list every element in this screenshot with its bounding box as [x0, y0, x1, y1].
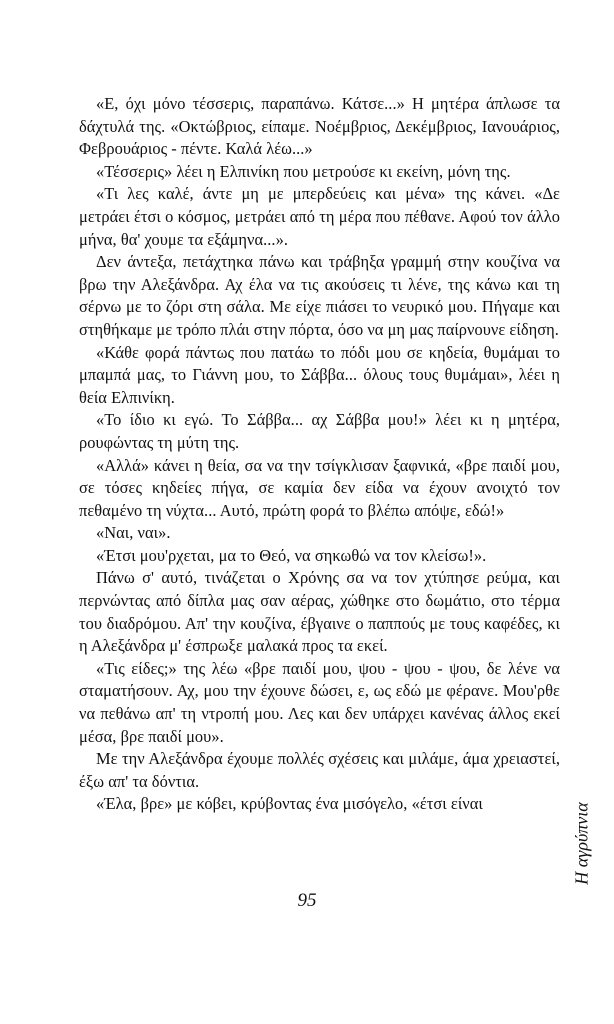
paragraph: «Έλα, βρε» με κόβει, κρύβοντας ένα μισόγελο, «έτσι είναι [96, 794, 483, 814]
paragraph: «Τέσσερις» λέει η Ελπινίκη που μετρούσε κι εκείνη, μόνη της. [96, 161, 511, 181]
paragraph: Πάνω σ' αυτό, τινάζεται ο Χρόνης σα να τον χτύπησε ρεύμα, και περνώντας από δίπλα μας σαν αέρας, χώθηκε στο δωμάτιο, στο τέρμα του διαδρόμου. Απ' την κουζίνα, έβγαινε ο παππούς με τους καφέδες, κι η Αλεξάνδρα μ' έσπρωξε μαλακά προς τα εκεί. [79, 568, 560, 656]
body-text [79, 93, 560, 816]
running-head [572, 798, 592, 888]
paragraph: «Ναι, ναι». [96, 523, 171, 543]
paragraph: «Κάθε φορά πάντως που πατάω το πόδι μου σε κηδεία, θυμάμαι το μπαμπά μας, το Γιάννη μου, το Σάββα... όλους τους θυμάμαι», λέει η θεία Ελπινίκη. [79, 342, 560, 407]
page-number: 95 [297, 890, 317, 911]
paragraph: Δεν άντεξα, πετάχτηκα πάνω και τράβηξα γραμμή στην κουζίνα να βρω την Αλεξάνδρα. Αχ έλα να τις ακούσεις τι λένε, της κάνω και τη σέρνω με το ζόρι στη σάλα. Με είχε πιάσει το νευρικό μου. Πήγαμε και στηθήκαμε με τρόπο πλάι στην πόρτα, όσο να μη μας παίρνουνε είδηση. [79, 252, 560, 339]
paragraph: «Αλλά» κάνει η θεία, σα να την τσίγκλισαν ξαφνικά, «βρε παιδί μου, σε τόσες κηδείες πήγα, σε καμία δεν είδα να έχουν ανοιχτό τον πεθαμένο τη νύχτα... Αυτό, πρώτη φορά το βλέπω απόψε, εδώ!» [79, 455, 560, 520]
paragraph: «Τις είδες;» της λέω «βρε παιδί μου, ψου - ψου - ψου, δε λένε να σταματήσουν. Αχ, μου την έχουνε δώσει, ε, ως εδώ με φέρανε. Μου'ρθε να πεθάνω απ' τη ντροπή μου. Λες και δεν υπάρχει κανένας άλλος εκεί μέσα, βρε παιδί μου». [79, 658, 560, 746]
paragraph: «Τι λες καλέ, άντε μη με μπερδεύεις και μένα» της κάνει. «Δε μετράει έτσι ο κόσμος, μετράει από τη μέρα που πέθανε. Αφού τον άλλο μήνα, θα' χουμε τα εξάμηνα...». [79, 184, 560, 249]
paragraph: «Το ίδιο κι εγώ. Το Σάββα... αχ Σάββα μου!» λέει κι η μητέρα, ρουφώντας τη μύτη της. [79, 410, 560, 452]
paragraph: «Ε, όχι μόνο τέσσερις, παραπάνω. Κάτσε...» Η μητέρα άπλωσε τα δάχτυλά της. «Οκτώβριος, είπαμε. Νοέμβριος, Δεκέμβριος, Ιανουάριος, Φεβρουάριος - πέντε. Καλά λέω...» [79, 94, 560, 159]
running-head-title: Η αγρύπνια [571, 801, 592, 885]
paragraph: Με την Αλεξάνδρα έχουμε πολλές σχέσεις και μιλάμε, άμα χρειαστεί, έξω απ' τα δόντια. [79, 749, 560, 791]
paragraph: «Έτσι μου'ρχεται, μα το Θεό, να σηκωθώ να τον κλείσω!». [96, 545, 487, 565]
